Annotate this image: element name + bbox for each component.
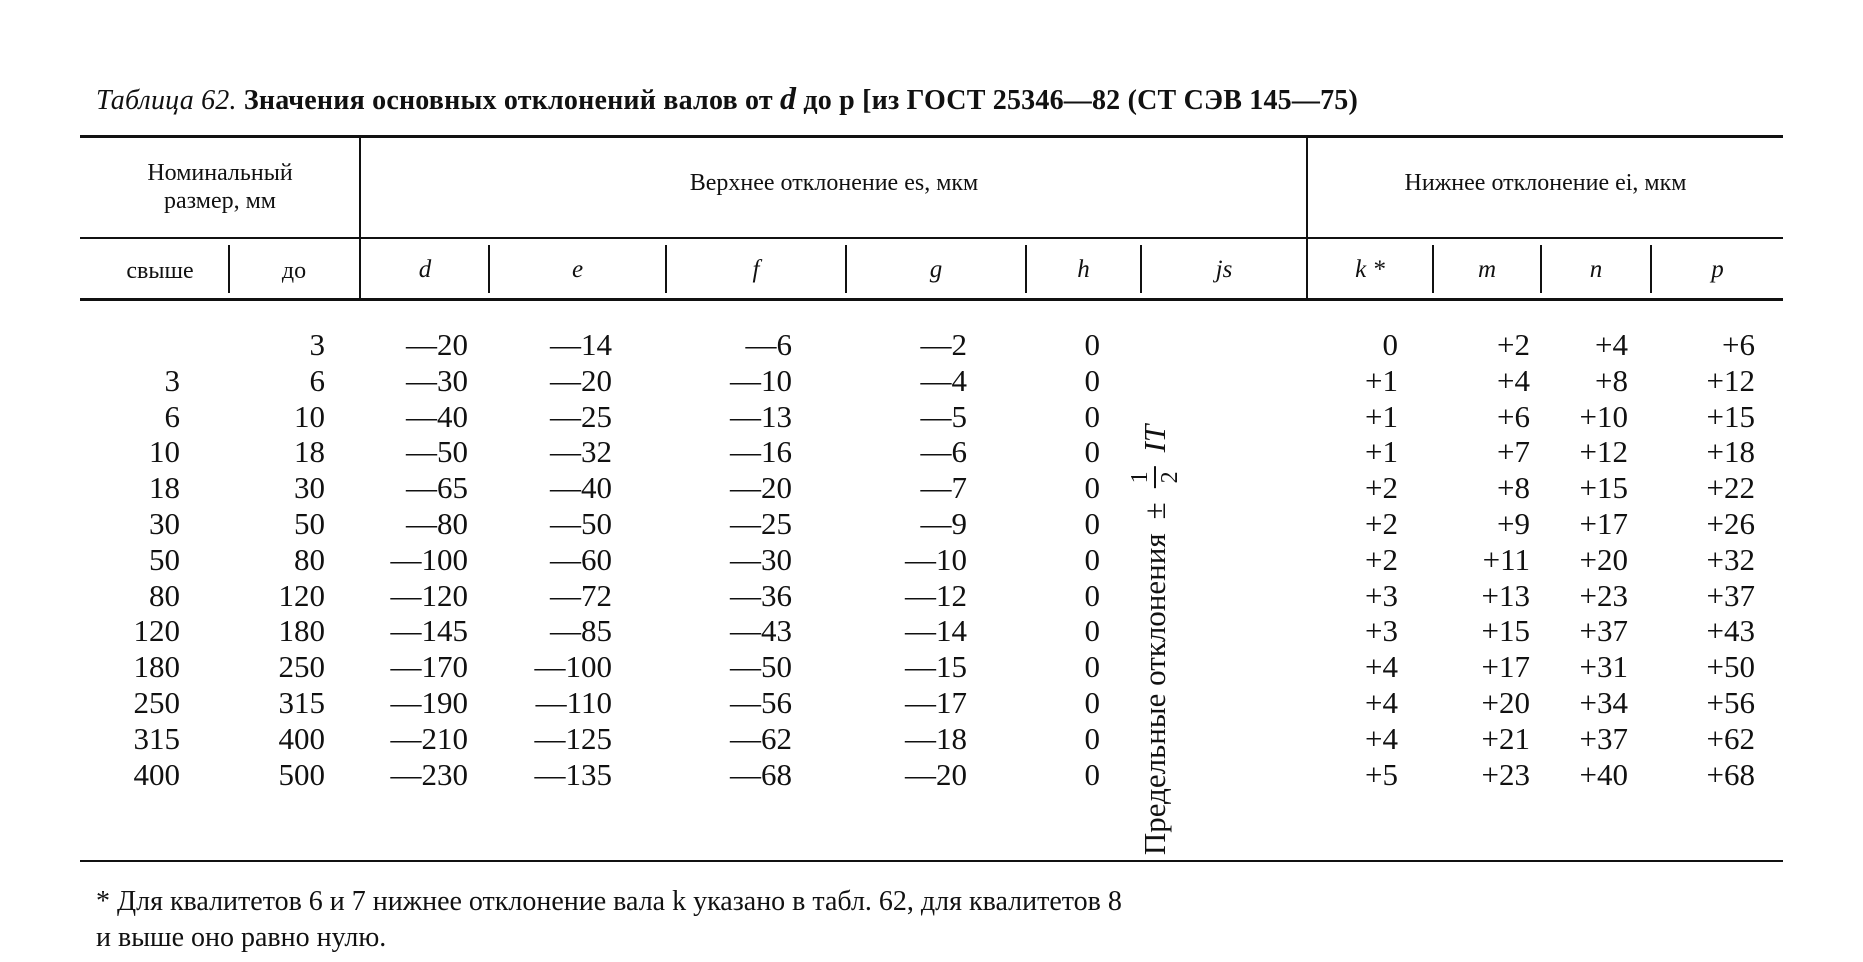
cell-to: 3 <box>309 327 325 362</box>
header-upper-deviation: Верхнее отклонение es, мкм <box>689 170 979 196</box>
cell-h: 0 <box>1084 720 1100 756</box>
cell-d: —230 <box>390 756 468 792</box>
cell-n: +4 <box>1595 327 1628 362</box>
fraction-bar <box>1154 466 1156 488</box>
cell-to: 80 <box>294 541 325 577</box>
cell-e: —72 <box>550 577 612 613</box>
header-nominal-line1: Номинальный <box>147 160 293 186</box>
cell-n: +10 <box>1579 398 1628 434</box>
cell-k: +1 <box>1365 362 1398 398</box>
cell-e: —20 <box>550 362 612 398</box>
cell-n: +23 <box>1579 577 1628 613</box>
cell-from: 250 <box>133 685 180 720</box>
footnote-line1: * Для квалитетов 6 и 7 нижнее отклонение вала k указано в табл. 62, для квалитетов 8 <box>96 886 1122 917</box>
cell-e: —110 <box>535 685 612 720</box>
cell-g: —2 <box>920 327 967 362</box>
cell-p: +37 <box>1706 577 1755 613</box>
col-header-m: m <box>1477 256 1497 283</box>
cell-f: —56 <box>730 685 792 720</box>
col-header-k: k * <box>1355 256 1385 283</box>
cell-e: —100 <box>534 649 612 685</box>
cell-n: +20 <box>1579 541 1628 577</box>
cell-h: 0 <box>1084 613 1100 649</box>
cell-d: —65 <box>406 470 468 506</box>
col-header-from: свыше <box>126 258 194 284</box>
cell-d: —20 <box>406 327 468 362</box>
js-note-sign: ± <box>1137 502 1172 520</box>
rule-header-mid <box>360 237 1783 239</box>
cell-f: —68 <box>730 756 792 792</box>
cell-from: 6 <box>164 398 180 434</box>
col-header-p: p <box>1711 256 1724 283</box>
cell-d: —30 <box>406 362 468 398</box>
cell-h: 0 <box>1084 506 1100 541</box>
cell-n: +31 <box>1579 649 1628 685</box>
cell-p: +12 <box>1706 362 1755 398</box>
cell-from: 3 <box>164 362 180 398</box>
cell-h: 0 <box>1084 398 1100 434</box>
cell-m: +15 <box>1481 613 1530 649</box>
cell-to: 30 <box>294 470 325 506</box>
cell-g: —4 <box>920 362 967 398</box>
cell-p: +18 <box>1706 434 1755 470</box>
cell-f: —25 <box>730 506 792 541</box>
cell-m: +6 <box>1497 398 1530 434</box>
cell-k: +1 <box>1365 434 1398 470</box>
cell-n: +17 <box>1579 506 1628 541</box>
cell-e: —60 <box>550 541 612 577</box>
cell-d: —50 <box>406 434 468 470</box>
cell-m: +20 <box>1481 685 1530 720</box>
cell-m: +13 <box>1481 577 1530 613</box>
cell-g: —20 <box>905 756 967 792</box>
header-nominal-line2: размер, мм <box>163 188 276 214</box>
cell-f: —36 <box>730 577 792 613</box>
cell-e: —50 <box>550 506 612 541</box>
cell-k: +3 <box>1365 613 1398 649</box>
cell-g: —18 <box>905 720 967 756</box>
col-header-h: h <box>1077 256 1090 283</box>
cell-g: —6 <box>920 434 967 470</box>
cell-n: +15 <box>1579 470 1628 506</box>
cell-f: —6 <box>745 327 792 362</box>
cell-e: —135 <box>534 756 612 792</box>
cell-e: —32 <box>550 434 612 470</box>
cell-to: 180 <box>278 613 325 649</box>
cell-p: +32 <box>1706 541 1755 577</box>
cell-h: 0 <box>1084 756 1100 792</box>
rule-header-bottom <box>80 298 1783 301</box>
col-header-js: js <box>1215 256 1233 283</box>
cell-p: +26 <box>1706 506 1755 541</box>
cell-from: 18 <box>149 470 180 506</box>
header-lower-deviation: Нижнее отклонение ei, мкм <box>1404 170 1687 196</box>
table-caption <box>96 80 1358 117</box>
cell-h: 0 <box>1084 327 1100 362</box>
cell-m: +23 <box>1481 756 1530 792</box>
cell-n: +40 <box>1579 756 1628 792</box>
cell-p: +22 <box>1706 470 1755 506</box>
rule-bottom <box>80 860 1783 862</box>
cell-m: +17 <box>1481 649 1530 685</box>
col-header-f: f <box>752 256 760 283</box>
cell-n: +37 <box>1579 720 1628 756</box>
cell-g: —7 <box>920 470 967 506</box>
cell-h: 0 <box>1084 685 1100 720</box>
cell-g: —10 <box>905 541 967 577</box>
cell-to: 500 <box>278 756 325 792</box>
cell-h: 0 <box>1084 577 1100 613</box>
js-note-it: IT <box>1137 424 1172 453</box>
cell-k: +4 <box>1365 720 1398 756</box>
cell-g: —14 <box>905 613 967 649</box>
cell-from: 315 <box>133 720 180 756</box>
cell-k: +3 <box>1365 577 1398 613</box>
cell-k: +4 <box>1365 649 1398 685</box>
cell-h: 0 <box>1084 541 1100 577</box>
cell-m: +11 <box>1482 541 1530 577</box>
cell-from: 400 <box>133 756 180 792</box>
cell-m: +4 <box>1497 362 1530 398</box>
caption-text: Значения основных отклонений валов от <box>243 85 773 116</box>
cell-e: —85 <box>550 613 612 649</box>
cell-d: —80 <box>406 506 468 541</box>
cell-d: —120 <box>390 577 468 613</box>
js-note-text: Предельные отклонения <box>1137 533 1172 856</box>
cell-m: +21 <box>1481 720 1530 756</box>
cell-d: —170 <box>390 649 468 685</box>
col-header-d: d <box>418 256 432 283</box>
cell-e: —125 <box>534 720 612 756</box>
cell-h: 0 <box>1084 362 1100 398</box>
cell-to: 18 <box>294 434 325 470</box>
cell-m: +9 <box>1497 506 1530 541</box>
cell-f: —30 <box>730 541 792 577</box>
cell-k: +2 <box>1365 541 1398 577</box>
caption-text-rest: до p [из ГОСТ 25346—82 (СТ СЭВ 145—75) <box>803 85 1359 116</box>
cell-from: 180 <box>133 649 180 685</box>
cell-f: —10 <box>730 362 792 398</box>
cell-d: —190 <box>390 685 468 720</box>
cell-h: 0 <box>1084 470 1100 506</box>
cell-g: —9 <box>920 506 967 541</box>
cell-from: 50 <box>149 541 180 577</box>
cell-m: +7 <box>1497 434 1530 470</box>
js-note-numerator: 1 <box>1127 471 1153 484</box>
cell-g: —17 <box>905 685 967 720</box>
cell-from: 10 <box>149 434 180 470</box>
cell-f: —13 <box>730 398 792 434</box>
cell-m: +2 <box>1497 327 1530 362</box>
rule-header-mid-left <box>80 237 360 239</box>
cell-p: +6 <box>1722 327 1755 362</box>
cell-n: +12 <box>1579 434 1628 470</box>
cell-to: 315 <box>278 685 325 720</box>
cell-n: +34 <box>1579 685 1628 720</box>
col-header-e: e <box>571 256 584 283</box>
cell-f: —43 <box>730 613 792 649</box>
cell-h: 0 <box>1084 649 1100 685</box>
col-header-to: до <box>281 258 307 284</box>
cell-d: —100 <box>390 541 468 577</box>
footnote-line2: и выше оно равно нулю. <box>96 922 387 953</box>
cell-e: —40 <box>550 470 612 506</box>
cell-from: 80 <box>149 577 180 613</box>
col-header-n: n <box>1589 256 1603 283</box>
cell-to: 250 <box>278 649 325 685</box>
rule-top <box>80 135 1783 138</box>
cell-e: —14 <box>550 327 612 362</box>
cell-k: +2 <box>1365 470 1398 506</box>
cell-p: +56 <box>1706 685 1755 720</box>
cell-e: —25 <box>550 398 612 434</box>
cell-n: +8 <box>1595 362 1628 398</box>
cell-to: 120 <box>278 577 325 613</box>
cell-to: 400 <box>278 720 325 756</box>
cell-k: 0 <box>1382 327 1398 362</box>
cell-p: +50 <box>1706 649 1755 685</box>
cell-f: —62 <box>730 720 792 756</box>
cell-p: +43 <box>1706 613 1755 649</box>
cell-to: 50 <box>294 506 325 541</box>
js-note-fraction <box>1128 466 1182 488</box>
caption-label: Таблица 62. <box>96 85 237 116</box>
cell-p: +68 <box>1706 756 1755 792</box>
cell-g: —15 <box>905 649 967 685</box>
cell-k: +5 <box>1365 756 1398 792</box>
js-column-note <box>1128 425 1182 855</box>
cell-f: —20 <box>730 470 792 506</box>
cell-p: +62 <box>1706 720 1755 756</box>
cell-k: +1 <box>1365 398 1398 434</box>
cell-from: 120 <box>133 613 180 649</box>
cell-to: 10 <box>294 398 325 434</box>
cell-p: +15 <box>1706 398 1755 434</box>
cell-k: +4 <box>1365 685 1398 720</box>
cell-d: —210 <box>390 720 468 756</box>
js-note-denominator: 2 <box>1157 471 1183 484</box>
cell-g: —5 <box>920 398 967 434</box>
cell-to: 6 <box>309 362 325 398</box>
cell-f: —50 <box>730 649 792 685</box>
cell-d: —145 <box>390 613 468 649</box>
cell-d: —40 <box>406 398 468 434</box>
cell-n: +37 <box>1579 613 1628 649</box>
col-header-g: g <box>929 256 943 283</box>
caption-d-symbol: d <box>779 80 797 116</box>
cell-k: +2 <box>1365 506 1398 541</box>
cell-m: +8 <box>1497 470 1530 506</box>
cell-f: —16 <box>730 434 792 470</box>
cell-g: —12 <box>905 577 967 613</box>
cell-from: 30 <box>149 506 180 541</box>
cell-h: 0 <box>1084 434 1100 470</box>
